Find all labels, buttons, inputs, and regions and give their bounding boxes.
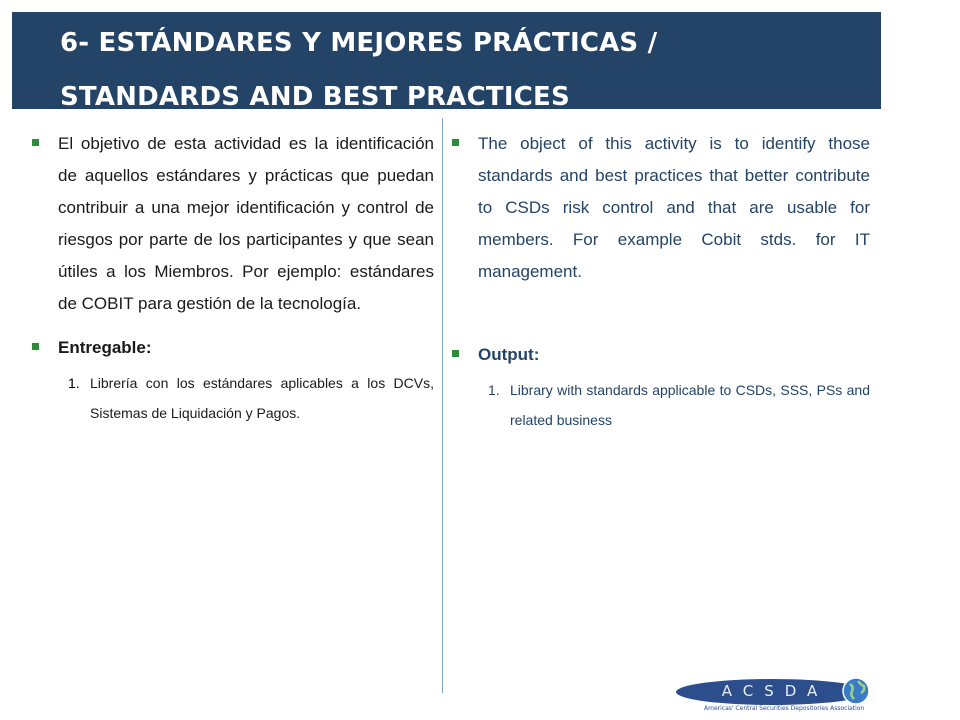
title-bar <box>12 12 881 112</box>
spanish-deliverable <box>32 332 434 364</box>
square-bullet-icon <box>452 350 459 357</box>
english-objective <box>452 128 870 288</box>
logo-wordmark: ACSDA <box>721 682 829 700</box>
english-objective-text: The object of this activity is to identify those standards and best practices that better contribute to CSDs risk control and that are usable for members. For example Cobit stds. for IT management. <box>478 134 870 281</box>
spanish-deliverable-heading: Entregable: <box>58 338 152 357</box>
english-output-item <box>452 375 870 435</box>
acsda-logo <box>676 676 898 714</box>
spanish-column <box>32 128 434 428</box>
slide-title-line-2: STANDARDS AND BEST PRACTICES <box>60 82 570 112</box>
spanish-deliverable-item <box>32 368 434 428</box>
square-bullet-icon <box>452 139 459 146</box>
column-divider <box>442 118 443 693</box>
logo-caption: Americas' Central Securities Depositories Association <box>704 705 865 712</box>
english-output <box>452 339 870 371</box>
list-number: 1. <box>488 382 500 398</box>
english-output-item-text: Library with standards applicable to CSDs, SSS, PSs and related business <box>510 382 870 428</box>
list-number: 1. <box>68 375 80 391</box>
slide-title-line-1: 6- ESTÁNDARES Y MEJORES PRÁCTICAS / <box>60 28 658 58</box>
globe-icon <box>841 676 871 706</box>
english-output-heading: Output: <box>478 345 540 364</box>
square-bullet-icon <box>32 343 39 350</box>
english-column <box>452 128 870 435</box>
spanish-objective <box>32 128 434 320</box>
spanish-objective-text: El objetivo de esta actividad es la identificación de aquellos estándares y prácticas que puedan contribuir a una mejor identificación y control de riesgos por parte de los participantes y que sean útiles a los Miembros. Por ejemplo: estándares de COBIT para gestión de la tecnología. <box>58 134 434 313</box>
spanish-deliverable-item-text: Librería con los estándares aplicables a los DCVs, Sistemas de Liquidación y Pagos. <box>90 375 434 421</box>
square-bullet-icon <box>32 139 39 146</box>
